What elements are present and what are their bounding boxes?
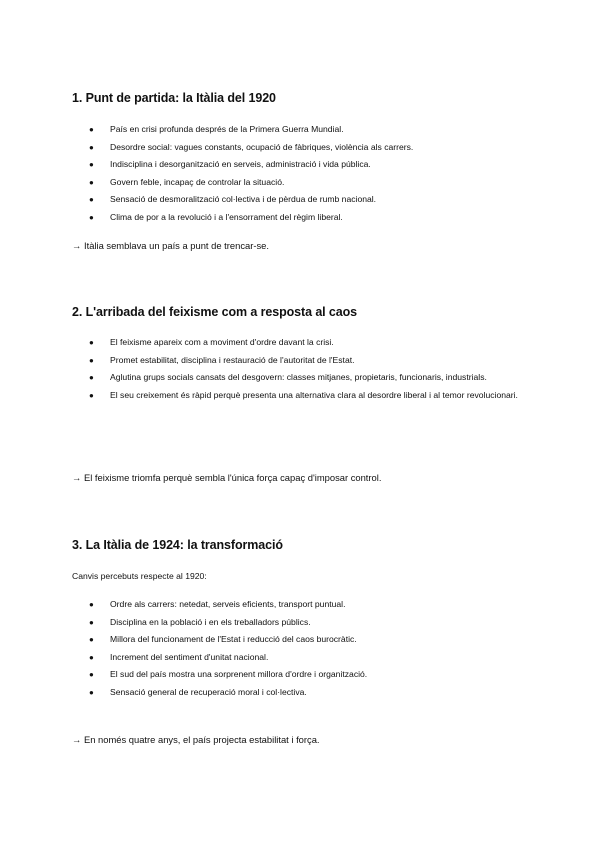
bullet-icon: ● [89,390,94,400]
section-2-list [72,334,532,404]
list-item: ● El seu creixement és ràpid perquè presenta una alternativa clara al desordre liberal i al temor revolucionari. [72,387,532,405]
bullet-icon: ● [89,177,94,187]
bullet-icon: ● [89,212,94,222]
list-item: ● Indisciplina i desorganització en serveis, administració i vida pública. [72,156,532,174]
bullet-icon: ● [89,373,94,382]
bullet-icon: ● [89,617,94,627]
section-1 [72,90,532,106]
list-item: ● País en crisi profunda després de la Primera Guerra Mundial. [72,121,532,139]
list-item: ● El feixisme apareix com a moviment d'ordre davant la crisi. [72,334,532,352]
list-item: ● Increment del sentiment d'unitat nacional. [72,649,532,667]
list-item: ● Millora del funcionament de l'Estat i reducció del caos burocràtic. [72,631,532,649]
section-2-title: 2. L'arribada del feixisme com a resposta al caos [72,305,358,319]
list-item: ● Govern feble, incapaç de controlar la situació. [72,174,532,192]
list-item: ● Desordre social: vagues constants, ocupació de fàbriques, violència als carrers. [72,139,532,157]
section-1-conclusion: → Itàlia semblava un país a punt de trencar-se. [72,240,269,251]
section-2 [72,304,532,320]
list-item: ● Sensació general de recuperació moral i col·lectiva. [72,684,532,702]
section-2-conclusion: → El feixisme triomfa perquè sembla l'única força capaç d'imposar control. [72,472,382,483]
section-3-title: 3. La Itàlia de 1924: la transformació [72,538,283,552]
bullet-icon: ● [89,635,94,644]
list-item: ● Promet estabilitat, disciplina i restauració de l'autoritat de l'Estat. [72,352,532,370]
bullet-icon: ● [89,125,94,134]
section-3-intro: Canvis percebuts respecte al 1920: [72,571,207,581]
section-1-title: 1. Punt de partida: la Itàlia del 1920 [72,91,276,105]
list-item: ● Ordre als carrers: netedat, serveis eficients, transport puntual. [72,596,532,614]
list-item: ● Clima de por a la revolució i a l'ensorrament del règim liberal. [72,209,532,227]
section-3-list [72,596,532,701]
bullet-icon: ● [89,338,94,347]
list-item: ● Disciplina en la població i en els treballadors públics. [72,614,532,632]
bullet-icon: ● [89,600,94,609]
section-1-list [72,121,532,226]
bullet-icon: ● [89,160,94,169]
section-3-conclusion: → En només quatre anys, el país projecta estabilitat i força. [72,734,320,745]
section-3 [72,537,532,553]
bullet-icon: ● [89,687,94,697]
bullet-icon: ● [89,355,94,365]
bullet-icon: ● [89,652,94,662]
bullet-icon: ● [89,670,94,679]
bullet-icon: ● [89,142,94,152]
list-item: ● Aglutina grups socials cansats del desgovern: classes mitjanes, propietaris, funcionaris, industrials. [72,369,532,387]
list-item: ● Sensació de desmoralització col·lectiva i de pèrdua de rumb nacional. [72,191,532,209]
list-item: ● El sud del país mostra una sorprenent millora d'ordre i organització. [72,666,532,684]
bullet-icon: ● [89,195,94,204]
